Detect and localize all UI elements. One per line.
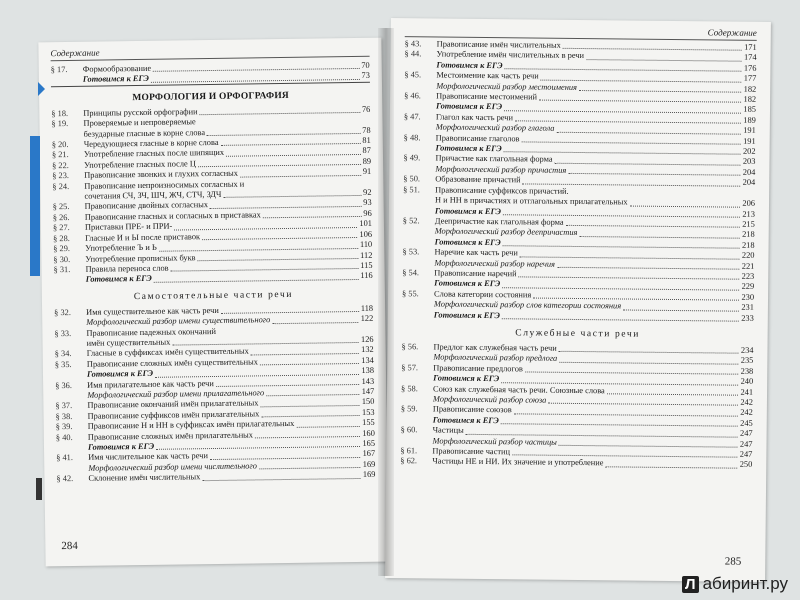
toc-entry-title: Частицы	[432, 425, 464, 436]
toc-entry-number: § 56.	[401, 342, 419, 352]
toc-entry-title: Морфологический разбор глагола	[435, 122, 555, 133]
toc-entry-number: § 40.	[55, 432, 73, 442]
section-heading-function-words: Служебные части речи	[515, 328, 641, 340]
toc-entry-title: Наречие как часть речи	[434, 247, 518, 258]
toc-entry-title: Морфологический разбор слов категории состояния	[433, 299, 622, 311]
toc-entry-page: 242	[740, 408, 753, 418]
toc-entry-number: § 37.	[55, 401, 73, 411]
toc-entry-title: Местоимение как часть речи	[436, 70, 539, 81]
toc-entry-title: Приставки ПРЕ- и ПРИ-	[84, 221, 173, 233]
toc-entry-title: Морфологический разбор предлога	[433, 352, 558, 364]
toc-entry-number: § 47.	[403, 112, 421, 122]
toc-entry-title: Готовимся к ЕГЭ	[434, 278, 501, 289]
toc-entry-number: § 38.	[55, 411, 73, 421]
toc-entry-title: Морфологический разбор причастия	[435, 164, 567, 175]
toc-entry-title: Правописание сложных имён существительных	[86, 357, 259, 369]
toc-entry-number: § 61.	[400, 446, 418, 456]
toc-entry-leader	[502, 318, 739, 321]
toc-entry-page: 189	[743, 115, 756, 125]
toc-entry-title: Правописание гласных и согласных в приставках	[84, 210, 261, 222]
toc-entry-page: 110	[359, 239, 373, 250]
toc-entry-title: Употребление гласных после шипящих	[83, 148, 225, 160]
toc-entry-number: § 22.	[52, 160, 69, 171]
toc-entry-page: 220	[741, 250, 755, 260]
toc-entry-page: 245	[740, 418, 753, 428]
toc-entry-number: § 39.	[55, 422, 73, 432]
toc-entry-title: Готовимся к ЕГЭ	[432, 415, 499, 425]
toc-entry-page: 247	[739, 439, 753, 449]
toc-entry-number: § 23.	[52, 171, 70, 181]
toc-entry-page: 76	[361, 104, 371, 114]
toc-entry-page: 240	[740, 376, 754, 387]
toc-entry-title: Готовимся к ЕГЭ	[435, 143, 502, 154]
toc-entry-page: 147	[361, 386, 375, 396]
toc-entry-leader	[272, 322, 358, 324]
toc-entry-title: Н и НН в причастиях и отглагольных прилагательных	[434, 195, 628, 207]
toc-entry-title: Готовимся к ЕГЭ	[435, 101, 503, 112]
toc-entry-title: Правописание падежных окончаний	[86, 326, 217, 338]
toc-entry-title: Имя прилагательное как часть речи	[87, 378, 214, 390]
toc-entry-title: Готовимся к ЕГЭ	[433, 373, 500, 384]
toc-group-right-b	[400, 342, 753, 471]
toc-entry-page: 112	[360, 250, 373, 260]
toc-entry-page: 138	[361, 365, 375, 376]
page-number-left: 284	[61, 539, 78, 553]
toc-entry-page: 204	[742, 177, 756, 188]
toc-entry-title: Правописание звонких и глухих согласных	[84, 168, 239, 181]
toc-entry-page: 218	[742, 230, 755, 240]
toc-entry-number: § 59.	[400, 404, 418, 414]
toc-entry-leader	[296, 426, 360, 428]
toc-entry-page: 250	[739, 460, 753, 470]
toc-entry-page: 132	[361, 345, 374, 355]
toc-entry-title: Морфологический разбор имени существительного	[86, 315, 271, 327]
toc-entry-page: 101	[359, 219, 372, 229]
edge-tab-marker	[36, 478, 42, 500]
toc-entry-page: 87	[362, 146, 371, 156]
toc-entry-leader	[202, 478, 361, 481]
toc-entry-number: § 27.	[52, 223, 70, 233]
toc-entry-page: 176	[743, 63, 757, 73]
section-heading-independent-parts: Самостоятельные части речи	[133, 289, 294, 302]
running-head-right: Содержание	[405, 24, 757, 41]
toc-entry-leader	[605, 466, 737, 468]
toc-entry-leader	[154, 279, 359, 283]
toc-entry-title: Проверяемые и непроверяемые	[83, 117, 196, 129]
toc-entry-page: 122	[360, 313, 374, 324]
toc-entry-page: 134	[361, 355, 374, 365]
toc-entry-leader	[263, 216, 362, 218]
toc-entry-number: § 24.	[52, 181, 70, 191]
toc-entry-page: 167	[362, 449, 376, 459]
toc-entry-title: Гласные в суффиксах имён существительных	[86, 346, 249, 359]
toc-entry-leader	[630, 205, 741, 207]
toc-entry-title: Морфологический разбор имени прилагательного	[87, 388, 265, 400]
toc-group-left-c	[54, 303, 375, 484]
toc-entry-page: 91	[362, 167, 372, 177]
toc-entry-page: 233	[741, 313, 754, 323]
toc-entry-title: Частицы НЕ и НИ. Их значение и употребление	[432, 456, 604, 468]
toc-entry-page: 150	[361, 397, 375, 407]
toc-entry-page: 247	[740, 428, 753, 439]
toc-entry-title: Правописание предлогов	[433, 363, 523, 374]
toc-entry-title: Предлог как служебная часть речи	[433, 342, 557, 353]
toc-entry-number: § 54.	[402, 268, 420, 278]
toc-entry-page: 115	[360, 260, 373, 270]
toc-entry-page: 160	[362, 428, 375, 438]
toc-entry-title: Правописание местоимений	[436, 91, 538, 102]
toc-entry-number: § 30.	[53, 254, 71, 264]
toc-entry-title: Готовимся к ЕГЭ	[87, 441, 155, 452]
toc-entry-leader	[255, 436, 360, 438]
toc-entry-number: § 29.	[53, 244, 71, 254]
toc-entry-leader	[251, 353, 359, 356]
toc-entry-number: § 46.	[404, 91, 421, 101]
toc-entry-title: Образование причастий	[435, 174, 521, 185]
toc-entry-page: 204	[742, 167, 756, 177]
toc-entry-number: § 48.	[403, 132, 421, 142]
toc-entry-title: Глагол как часть речи	[435, 112, 514, 123]
toc-entry-title: Принципы русской орфографии	[83, 107, 198, 118]
toc-entry-title: Правописание наречий	[434, 268, 517, 279]
right-page	[385, 18, 771, 582]
page-number-right: 285	[724, 555, 742, 568]
toc-entry-number: § 52.	[402, 216, 420, 226]
section-heading-morphology: МОРФОЛОГИЯ И ОРФОГРАФИЯ	[132, 90, 290, 103]
toc-entry-number: § 62.	[400, 456, 418, 466]
toc-entry-number: § 20.	[51, 140, 69, 150]
toc-entry-title: Употребление гласных после Ц	[84, 159, 196, 170]
toc-entry-number: § 19.	[51, 119, 69, 129]
toc-entry-number: § 55.	[402, 288, 419, 299]
left-page	[38, 38, 388, 567]
toc-entry-number: § 34.	[54, 349, 72, 359]
toc-entry-leader	[259, 467, 361, 469]
toc-entry-title: Морфологический разбор деепричастия	[434, 226, 578, 238]
toc-entry-title: Формообразование	[82, 63, 152, 74]
toc-entry-number: § 21.	[51, 150, 69, 160]
toc-entry-title: Готовимся к ЕГЭ	[86, 369, 154, 379]
toc-entry-page: 230	[741, 292, 755, 302]
toc-entry-page: 231	[741, 302, 754, 312]
toc-entry-title: Правописание союзов	[432, 404, 512, 415]
toc-entry-page: 143	[361, 376, 375, 386]
toc-group-right-a	[402, 39, 757, 324]
running-head-left: Содержание	[50, 44, 369, 61]
toc-entry-number: § 50.	[403, 174, 421, 184]
toc-entry-title: Употребление прописных букв	[85, 252, 196, 264]
toc-entry-page: 206	[742, 198, 756, 208]
toc-left	[51, 61, 376, 485]
toc-entry-page: 93	[363, 198, 372, 208]
toc-entry-title: Правописание частиц	[432, 446, 511, 457]
toc-entry-page: 73	[361, 71, 370, 81]
toc-entry-title: Слова категории состояния	[434, 289, 532, 300]
toc-entry-page: 153	[361, 407, 375, 417]
toc-entry-title: Правописание окончаний имён прилагательных	[87, 398, 259, 411]
toc-entry-number: § 31.	[53, 264, 71, 275]
toc-entry-page: 182	[743, 84, 757, 94]
toc-entry-title: Готовимся к ЕГЭ	[82, 74, 150, 85]
toc-entry-leader	[260, 405, 359, 407]
toc-entry-number: § 41.	[56, 453, 73, 463]
toc-entry-title: Употребление имён числительных в речи	[436, 49, 585, 61]
toc-entry-page: 191	[743, 125, 756, 136]
toc-entry-title: Деепричастие как глагольная форма	[434, 216, 564, 227]
toc-entry-title: Правописание сложных имён прилагательных	[87, 430, 254, 442]
toc-entry-page: 218	[741, 240, 755, 250]
toc-entry-page: 223	[741, 271, 755, 281]
toc-entry-leader	[151, 79, 360, 83]
toc-entry-page: 171	[744, 42, 757, 52]
toc-entry-number: § 45.	[404, 70, 422, 80]
toc-entry-title: Правописание имён числительных	[436, 39, 561, 50]
toc-entry-number: § 43.	[404, 39, 422, 49]
toc-entry-page: 215	[742, 219, 755, 229]
toc-entry-number: § 35.	[54, 359, 72, 369]
toc-entry-page: 242	[740, 397, 753, 407]
toc-entry-number: § 49.	[403, 153, 421, 163]
toc-entry-page: 221	[741, 261, 755, 271]
toc-entry-number: § 32.	[54, 307, 71, 317]
toc-entry-page: 235	[740, 356, 754, 366]
toc-entry-page: 247	[739, 449, 753, 459]
toc-entry-page: 81	[362, 135, 371, 145]
toc-entry-page: 165	[362, 438, 376, 448]
toc-entry-title: Правописание непроизносимых согласных и	[84, 179, 245, 191]
toc-entry-page: 78	[362, 125, 371, 135]
toc-entry-number: § 25.	[52, 202, 70, 212]
toc-entry-title: Морфологический разбор союза	[432, 394, 547, 405]
toc-entry-title: Правописание суффиксов причастий.	[435, 185, 569, 196]
toc-entry-title: Союз как служебная часть речи. Союзные слова	[433, 384, 605, 395]
toc-entry-number: § 57.	[401, 362, 419, 373]
toc-entry-page: 241	[740, 387, 754, 397]
toc-entry-page: 229	[741, 282, 755, 292]
toc-entry-title: Имя числительное как часть речи	[88, 451, 208, 463]
toc-entry-page: 106	[359, 229, 373, 239]
toc-entry-page: 155	[362, 417, 375, 428]
toc-entry-title: Причастие как глагольная форма	[435, 153, 553, 165]
toc-entry-title: Готовимся к ЕГЭ	[436, 60, 503, 71]
toc-entry-title: Гласные И и Ы после приставок	[85, 231, 201, 243]
toc-entry-page: 169	[362, 469, 376, 480]
toc-entry-page: 191	[743, 136, 756, 146]
toc-entry-page: 185	[743, 105, 757, 115]
toc-entry-page: 174	[743, 53, 757, 63]
toc-entry-number: § 17.	[50, 65, 68, 75]
toc-entry-page: 213	[742, 209, 755, 219]
toc-entry-page: 116	[360, 271, 373, 281]
toc-entry-number: § 36.	[55, 380, 72, 390]
toc-entry-title: Правописание суффиксов имён прилагательных	[87, 409, 260, 421]
toc-entry-page: 238	[740, 366, 754, 376]
toc-entry-number: § 44.	[404, 49, 422, 59]
toc-entry-page: 203	[742, 157, 756, 167]
blue-arrow-icon	[38, 82, 45, 96]
toc-entry-title: Чередующиеся гласные в корне слова	[83, 137, 219, 149]
toc-entry-number: § 18.	[51, 108, 69, 119]
toc-entry-leader	[607, 393, 739, 395]
toc-entry-leader	[260, 363, 359, 365]
toc-entry-leader	[586, 59, 742, 62]
toc-entry-leader	[623, 309, 739, 311]
toc-entry-number: § 28.	[53, 233, 70, 243]
toc-group-left-b	[51, 105, 372, 286]
toc-entry-title: Готовимся к ЕГЭ	[434, 237, 501, 247]
toc-entry-number: § 42.	[56, 474, 74, 484]
toc-entry-number: § 58.	[401, 383, 418, 393]
toc-entry-title: Готовимся к ЕГЭ	[85, 274, 152, 285]
toc-entry-title: Склонение имён числительных	[88, 472, 201, 483]
toc-entry-number: § 60.	[400, 425, 418, 435]
labirint-logo-icon: Л	[682, 576, 699, 593]
toc-entry-title: Правописание глаголов	[435, 133, 520, 144]
blue-edge-marker	[30, 136, 40, 276]
toc-entry-title: Употребление Ъ и Ь	[85, 242, 157, 253]
watermark-labirint	[682, 574, 788, 594]
toc-entry-title: Правописание Н и НН в суффиксах имён прилагательных	[87, 419, 295, 431]
toc-entry-title: Правописание двойных согласных	[84, 200, 209, 212]
toc-entry-leader	[261, 415, 360, 417]
toc-entry-leader	[266, 394, 360, 396]
book-gutter	[378, 28, 394, 576]
toc-entry-page: 177	[743, 73, 757, 84]
toc-entry-number: § 33.	[54, 328, 72, 338]
toc-entry-number: § 26.	[52, 212, 70, 223]
toc-entry-title: Морфологический разбор местоимения	[436, 81, 578, 92]
toc-right	[400, 39, 756, 471]
toc-entry-title: сочетания СЧ, ЗЧ, ШЧ, ЖЧ, СТЧ, ЗДЧ	[84, 189, 222, 201]
toc-entry-page: 118	[360, 303, 374, 313]
watermark-text: абиринт.ру	[702, 574, 788, 593]
toc-entry-page: 234	[740, 345, 754, 355]
toc-entry-title: Морфологический разбор частицы	[432, 436, 557, 447]
toc-entry-title: имён существительных	[86, 337, 171, 348]
toc-entry-title: безударные гласные в корне слова	[83, 127, 206, 139]
toc-entry-number: § 53.	[402, 247, 420, 257]
toc-entry-title: Имя существительное как часть речи	[86, 305, 219, 317]
toc-entry-title: Морфологический разбор имени числительного	[88, 461, 257, 473]
toc-entry-page: 92	[363, 187, 372, 197]
toc-entry-page: 169	[362, 459, 376, 469]
toc-entry-page: 182	[743, 94, 757, 104]
toc-entry-page: 126	[360, 334, 374, 344]
toc-entry-page: 96	[363, 208, 372, 218]
toc-entry-number: § 51.	[403, 184, 420, 195]
toc-entry-page: 202	[742, 146, 756, 156]
toc-entry-title: Готовимся к ЕГЭ	[434, 205, 502, 216]
toc-group-left-a	[51, 61, 370, 87]
toc-entry-title: Морфологический разбор наречия	[434, 258, 556, 269]
toc-entry-page: 70	[361, 60, 370, 70]
toc-entry-title: Готовимся к ЕГЭ	[433, 310, 500, 320]
toc-entry-title: Правила переноса слов	[85, 263, 169, 274]
toc-entry-page: 89	[362, 156, 372, 166]
